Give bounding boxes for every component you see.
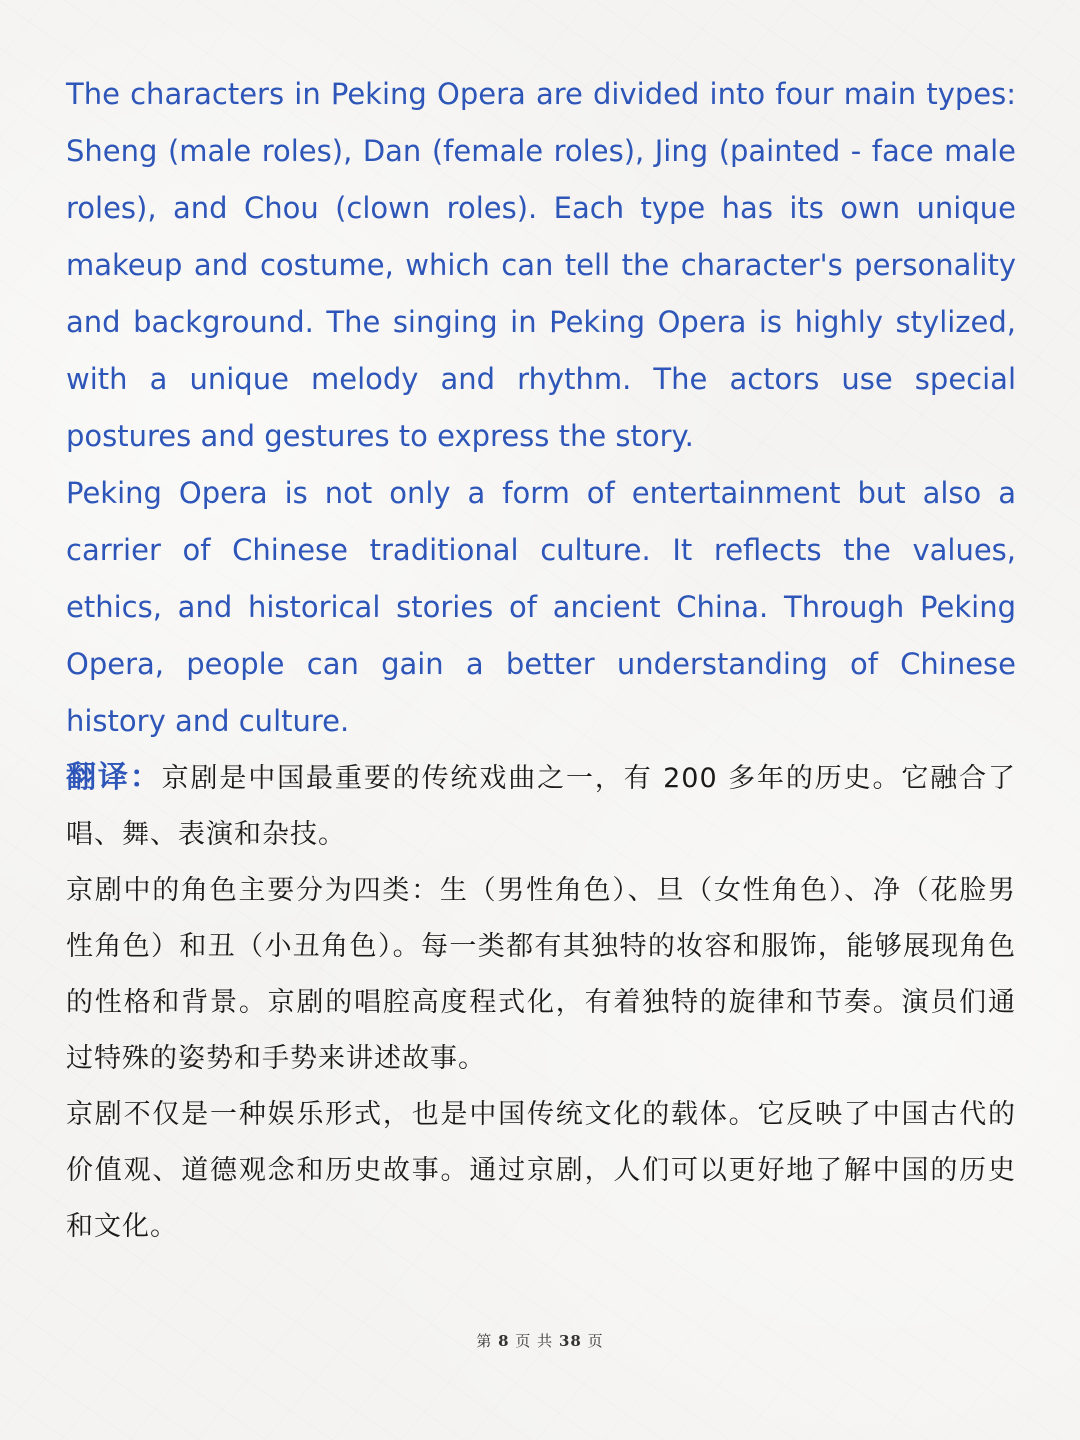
translation-paragraph-culture: 京剧不仅是一种娱乐形式，也是中国传统文化的载体。它反映了中国古代的价值观、道德观念和历史故事。通过京剧，人们可以更好地了解中国的历史和文化。 — [66, 1099, 1016, 1242]
footer-middle: 页 共 — [515, 1332, 554, 1350]
page-content — [66, 66, 1016, 1255]
translation-intro-text: 京剧是中国最重要的传统戏曲之一，有 200 多年的历史。它融合了唱、舞、表演和杂技。 — [66, 763, 1017, 850]
english-paragraph-roles: The characters in Peking Opera are divided into four main types: Sheng (male roles), Dan (female roles), Jing (painted - face male roles), and Chou (clown roles). Each type has its own unique makeup and costume, which can tell the character's personality and background. The singing in Peking Opera is highly stylized, with a unique melody and rhythm. The actors use special postures and gestures to express the story. — [66, 77, 1016, 453]
translation-label: 翻译： — [66, 760, 162, 795]
footer-suffix: 页 — [587, 1332, 604, 1350]
translation-paragraph-intro — [66, 750, 1016, 863]
page-footer — [0, 1330, 1080, 1351]
total-page-count: 38 — [558, 1332, 582, 1350]
english-paragraph-culture: Peking Opera is not only a form of entertainment but also a carrier of Chinese traditional culture. It reflects the values, ethics, and historical stories of ancient China. Through Peking Opera, people can gain a better understanding of Chinese history and culture. — [66, 476, 1016, 738]
translation-paragraph-roles: 京剧中的角色主要分为四类：生（男性角色）、旦（女性角色）、净（花脸男性角色）和丑（小丑角色）。每一类都有其独特的妆容和服饰，能够展现角色的性格和背景。京剧的唱腔高度程式化，有着独特的旋律和节奏。演员们通过特殊的姿势和手势来讲述故事。 — [66, 875, 1016, 1074]
footer-prefix: 第 — [476, 1332, 493, 1350]
current-page-number: 8 — [498, 1332, 510, 1350]
